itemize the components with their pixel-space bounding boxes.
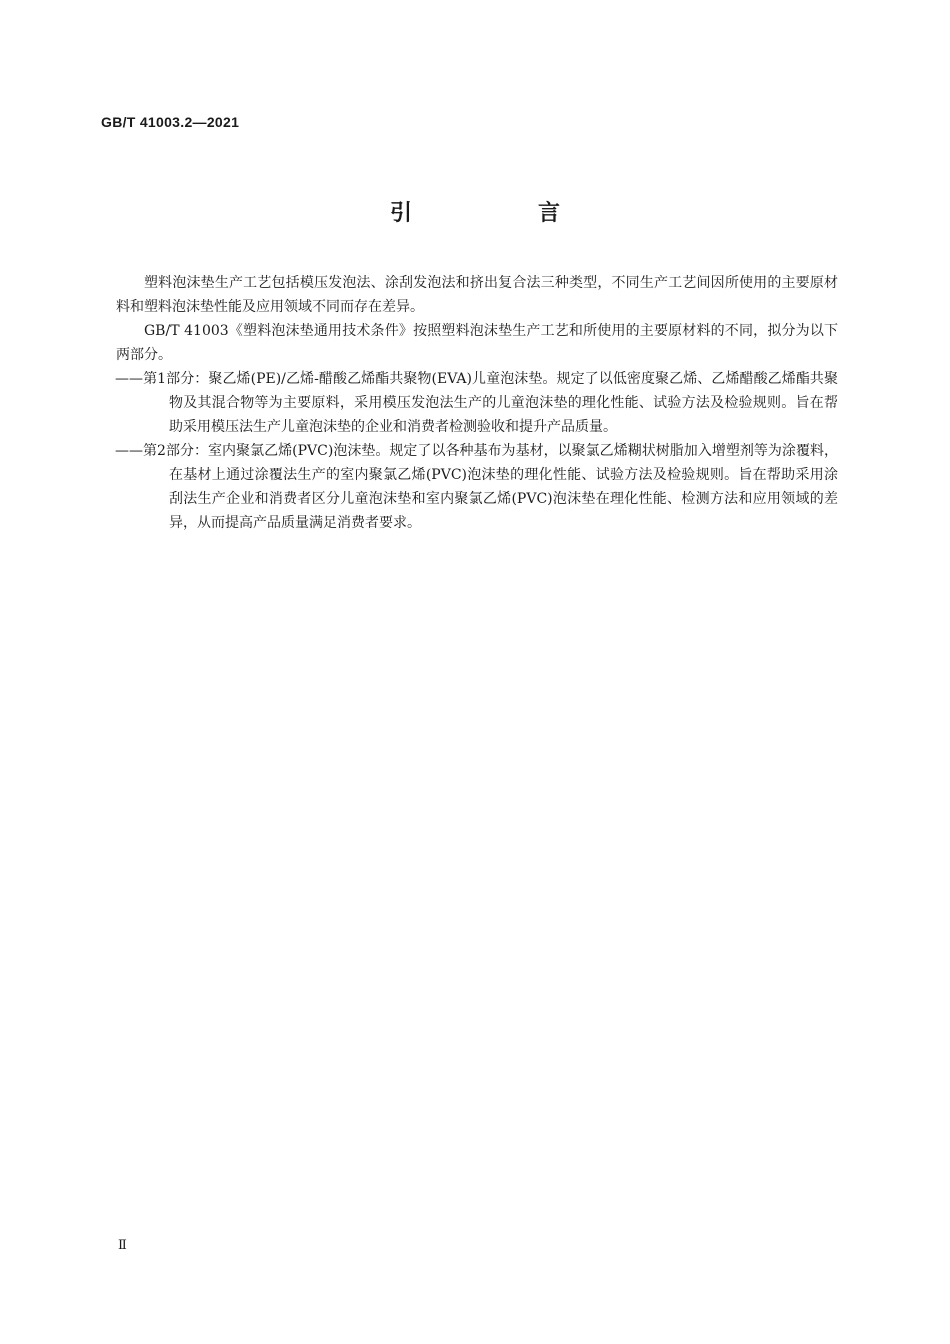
parts-paragraph: GB/T 41003《塑料泡沫垫通用技术条件》按照塑料泡沫垫生产工艺和所使用的主要原材料的不同，拟分为以下两部分。	[116, 323, 838, 363]
list-item-part-2: ——第2部分：室内聚氯乙烯(PVC)泡沫垫。规定了以各种基布为基材，以聚氯乙烯糊状树脂加入增塑剂等为涂覆料，在基材上通过涂覆法生产的室内聚氯乙烯(PVC)泡沫垫的理化性能、试验方法及检验规则。旨在帮助采用涂刮法生产企业和消费者区分儿童泡沫垫和室内聚氯乙烯(PVC)泡沫垫在理化性能、检测方法和应用领域的差异，从而提高产品质量满足消费者要求。	[115, 443, 838, 531]
page-number: Ⅱ	[118, 1238, 127, 1253]
document-body	[116, 271, 838, 535]
standard-code: GB/T 41003.2—2021	[101, 114, 240, 130]
list-item-part-1: ——第1部分：聚乙烯(PE)/乙烯-醋酸乙烯酯共聚物(EVA)儿童泡沫垫。规定了以低密度聚乙烯、乙烯醋酸乙烯酯共聚物及其混合物等为主要原料，采用模压发泡法生产的儿童泡沫垫的理化性能、试验方法及检验规则。旨在帮助采用模压法生产儿童泡沫垫的企业和消费者检测验收和提升产品质量。	[115, 371, 838, 435]
page-title: 引 言	[389, 201, 612, 226]
intro-paragraph: 塑料泡沫垫生产工艺包括模压发泡法、涂刮发泡法和挤出复合法三种类型，不同生产工艺间因所使用的主要原材料和塑料泡沫垫性能及应用领域不同而存在差异。	[116, 275, 838, 315]
